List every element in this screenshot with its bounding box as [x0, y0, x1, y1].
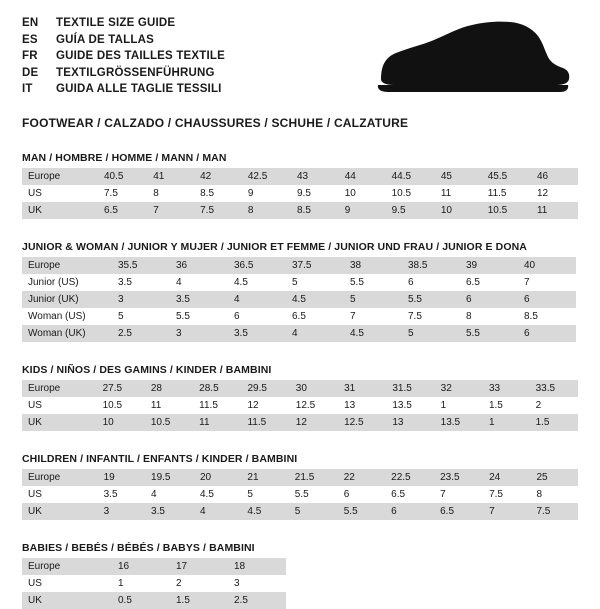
table-row: [22, 592, 286, 609]
size-cell: 12: [536, 188, 549, 199]
table-row: [22, 291, 576, 308]
size-cell: 6: [518, 291, 576, 308]
size-cell: 19.5: [145, 469, 194, 486]
size-cell: 19: [98, 469, 145, 486]
size-cell: 30: [290, 380, 338, 397]
row-label: Junior (US): [28, 277, 79, 288]
size-cell: 4: [176, 277, 182, 288]
size-table-babies: [22, 558, 286, 609]
size-table-children: [22, 469, 578, 520]
size-cell: 11.5: [241, 414, 289, 431]
size-cell: 7: [350, 311, 356, 322]
size-cell: 6: [234, 311, 240, 322]
size-cell: 38: [344, 257, 402, 274]
size-cell: 39: [460, 257, 518, 274]
size-cell: 33.5: [530, 380, 578, 397]
page-header: [22, 18, 578, 110]
size-cell: 8.5: [524, 311, 538, 322]
size-cell: 11: [440, 188, 452, 199]
size-cell: 1: [483, 414, 530, 431]
size-cell: 7.5: [194, 202, 242, 219]
size-cell: 5.5: [176, 311, 190, 322]
size-cell: 28: [145, 380, 193, 397]
row-label: UK: [22, 414, 97, 431]
size-cell: 12: [290, 414, 338, 431]
size-cell: 31: [338, 380, 386, 397]
size-cell: 6.5: [466, 277, 480, 288]
size-cell: 11: [150, 400, 162, 411]
language-row: [22, 51, 225, 68]
row-label: UK: [22, 202, 98, 219]
size-cell: 11: [193, 414, 241, 431]
size-cell: 7.5: [489, 489, 503, 500]
size-group-man: [22, 152, 578, 219]
size-cell: 9: [247, 188, 254, 199]
language-title: GUIDE DES TAILLES TEXTILE: [56, 50, 225, 62]
size-cell: 17: [170, 558, 228, 575]
language-title-list: [22, 18, 225, 101]
size-cell: 6.5: [98, 202, 147, 219]
table-row: [22, 486, 578, 503]
size-cell: 12.5: [295, 400, 316, 411]
size-cell: 6: [460, 291, 518, 308]
size-cell: 1: [440, 400, 447, 411]
table-row: [22, 558, 286, 575]
size-cell: 4: [151, 489, 157, 500]
language-title: TEXTILE SIZE GUIDE: [56, 17, 176, 29]
size-cell: 33: [483, 380, 530, 397]
size-cell: 27.5: [97, 380, 145, 397]
size-cell: 8.5: [291, 202, 339, 219]
size-cell: 9.5: [386, 202, 435, 219]
size-cell: 36.5: [228, 257, 286, 274]
size-cell: 11.5: [199, 400, 218, 411]
language-code: IT: [22, 83, 33, 95]
size-cell: 10.5: [482, 202, 531, 219]
language-code: DE: [22, 66, 39, 79]
size-cell: 3: [98, 503, 145, 520]
size-cell: 40.5: [98, 168, 147, 185]
size-cell: 1.5: [170, 592, 228, 609]
size-cell: 10.5: [145, 414, 193, 431]
row-label: Junior (UK): [22, 291, 112, 308]
size-table-kids: [22, 380, 578, 431]
size-cell: 22: [338, 469, 385, 486]
size-cell: 44.5: [386, 168, 435, 185]
table-row: [22, 185, 578, 202]
table-row: [22, 257, 576, 274]
size-cell: 29.5: [241, 380, 289, 397]
size-cell: 11: [531, 202, 578, 219]
size-cell: 8.5: [200, 188, 215, 199]
size-cell: 12.5: [338, 414, 386, 431]
size-cell: 10.5: [391, 188, 412, 199]
size-cell: 42.5: [242, 168, 291, 185]
size-cell: 3.5: [118, 277, 132, 288]
group-title: BABIES / BEBÉS / BÉBÉS / BABYS / BAMBINI: [22, 542, 255, 554]
size-cell: 7: [483, 503, 530, 520]
size-cell: 46: [531, 168, 578, 185]
table-row: [22, 469, 578, 486]
row-label: UK: [22, 503, 98, 520]
table-row: [22, 575, 286, 592]
table-row: [22, 380, 578, 397]
size-cell: 31.5: [386, 380, 434, 397]
row-label: Woman (UK): [22, 325, 112, 342]
size-cell: 3.5: [228, 325, 286, 342]
size-cell: 6.5: [292, 311, 306, 322]
table-row: [22, 168, 578, 185]
size-cell: 23.5: [434, 469, 483, 486]
size-cell: 20: [194, 469, 241, 486]
size-cell: 5: [402, 325, 460, 342]
row-label: US: [28, 489, 42, 500]
size-cell: 41: [147, 168, 194, 185]
language-row: [22, 35, 225, 52]
size-cell: 45.5: [482, 168, 531, 185]
size-cell: 4: [286, 325, 344, 342]
size-cell: 5.5: [294, 489, 309, 500]
row-label: US: [28, 188, 42, 199]
row-label: Europe: [22, 380, 97, 397]
row-label: Woman (US): [28, 311, 86, 322]
language-code: FR: [22, 50, 38, 62]
size-cell: 16: [112, 558, 170, 575]
size-cell: 21: [241, 469, 288, 486]
size-cell: 8: [153, 188, 159, 199]
size-cell: 5: [344, 291, 402, 308]
size-group-children: [22, 453, 578, 520]
language-code: EN: [22, 17, 39, 29]
size-cell: 2.5: [112, 325, 170, 342]
size-cell: 40: [518, 257, 576, 274]
size-cell: 5.5: [402, 291, 460, 308]
size-cell: 11.5: [487, 188, 507, 199]
size-cell: 4.5: [286, 291, 344, 308]
size-cell: 22.5: [385, 469, 434, 486]
size-cell: 0.5: [112, 592, 170, 609]
size-cell: 8: [536, 489, 543, 500]
group-title: MAN / HOMBRE / HOMME / MANN / MAN: [22, 152, 227, 164]
group-title: KIDS / NIÑOS / DES GAMINS / KINDER / BAMBINI: [22, 364, 272, 376]
row-label: UK: [22, 592, 112, 609]
size-cell: 5.5: [460, 325, 518, 342]
table-row: [22, 397, 578, 414]
size-cell: 4.5: [344, 325, 402, 342]
size-cell: 32: [435, 380, 483, 397]
size-cell: 9: [339, 202, 386, 219]
size-cell: 6: [343, 489, 350, 500]
size-cell: 10: [435, 202, 482, 219]
size-cell: 8: [242, 202, 291, 219]
size-cell: 5: [292, 277, 298, 288]
size-cell: 8: [466, 311, 472, 322]
size-cell: 1.5: [530, 414, 578, 431]
row-label: Europe: [22, 257, 112, 274]
size-cell: 37.5: [286, 257, 344, 274]
table-row: [22, 308, 576, 325]
size-cell: 10: [344, 188, 356, 199]
language-code: ES: [22, 33, 38, 46]
size-group-junior-woman: [22, 241, 578, 342]
size-cell: 13: [344, 400, 356, 411]
size-cell: 28.5: [193, 380, 241, 397]
size-cell: 21.5: [289, 469, 338, 486]
size-cell: 4.5: [234, 277, 248, 288]
size-cell: 36: [170, 257, 228, 274]
table-row: [22, 325, 576, 342]
size-cell: 3: [112, 291, 170, 308]
size-cell: 7.5: [530, 503, 578, 520]
row-label: Europe: [22, 558, 112, 575]
size-cell: 5: [118, 311, 124, 322]
size-cell: 7: [524, 277, 530, 288]
size-cell: 10.5: [102, 400, 123, 411]
size-cell: 9.5: [297, 188, 311, 199]
footwear-section-title: FOOTWEAR / CALZADO / CHAUSSURES / SCHUHE / CALZATURE: [22, 116, 409, 130]
table-row: [22, 503, 578, 520]
size-cell: 18: [228, 558, 286, 575]
language-row: [22, 68, 225, 85]
size-cell: 35.5: [112, 257, 170, 274]
size-cell: 13: [386, 414, 434, 431]
size-cell: 6: [518, 325, 576, 342]
size-cell: 2: [535, 400, 542, 411]
size-table-junior-woman: [22, 257, 576, 342]
size-cell: 6: [385, 503, 434, 520]
row-label: US: [28, 400, 42, 411]
size-cell: 6.5: [391, 489, 406, 500]
size-group-kids: [22, 364, 578, 431]
language-title: GUIDA ALLE TAGLIE TESSILI: [56, 83, 222, 95]
row-label: Europe: [22, 469, 98, 486]
size-cell: 42: [194, 168, 242, 185]
size-cell: 7.5: [408, 311, 422, 322]
size-cell: 3.5: [170, 291, 228, 308]
size-cell: 3.5: [145, 503, 194, 520]
language-row: [22, 84, 225, 101]
size-cell: 3.5: [103, 489, 118, 500]
size-cell: 4.5: [199, 489, 214, 500]
size-cell: 1.5: [488, 400, 503, 411]
row-label: US: [28, 578, 42, 589]
size-cell: 45: [435, 168, 482, 185]
size-cell: 10: [97, 414, 145, 431]
size-cell: 25: [530, 469, 578, 486]
size-cell: 5.5: [338, 503, 385, 520]
language-row: [22, 18, 225, 35]
table-row: [22, 274, 576, 291]
size-cell: 5.5: [350, 277, 364, 288]
size-cell: 12: [247, 400, 259, 411]
size-cell: 7: [440, 489, 446, 500]
table-row: [22, 202, 578, 219]
language-title: GUÍA DE TALLAS: [56, 33, 154, 46]
size-cell: 1: [118, 578, 124, 589]
size-cell: 2: [176, 578, 182, 589]
group-title: CHILDREN / INFANTIL / ENFANTS / KINDER / BAMBINI: [22, 453, 298, 465]
size-cell: 13.5: [435, 414, 483, 431]
size-cell: 3: [170, 325, 228, 342]
language-title: TEXTILGRÖSSENFÜHRUNG: [56, 66, 215, 79]
table-row: [22, 414, 578, 431]
size-group-babies: [22, 542, 578, 609]
size-cell: 3: [234, 578, 240, 589]
size-cell: 5: [289, 503, 338, 520]
size-cell: 43: [291, 168, 339, 185]
group-title: JUNIOR & WOMAN / JUNIOR Y MUJER / JUNIOR ET FEMME / JUNIOR UND FRAU / JUNIOR E DONA: [22, 241, 527, 253]
dress-shoe-icon: [362, 18, 572, 98]
size-cell: 4.5: [241, 503, 288, 520]
size-cell: 4: [228, 291, 286, 308]
size-cell: 6.5: [434, 503, 483, 520]
size-cell: 13.5: [392, 400, 412, 411]
size-cell: 4: [194, 503, 241, 520]
size-cell: 5: [247, 489, 253, 500]
size-cell: 44: [339, 168, 386, 185]
size-cell: 6: [408, 277, 414, 288]
size-cell: 7: [147, 202, 194, 219]
size-cell: 24: [483, 469, 530, 486]
size-table-man: [22, 168, 578, 219]
size-cell: 2.5: [228, 592, 286, 609]
row-label: Europe: [22, 168, 98, 185]
size-cell: 7.5: [104, 188, 118, 199]
size-cell: 38.5: [402, 257, 460, 274]
